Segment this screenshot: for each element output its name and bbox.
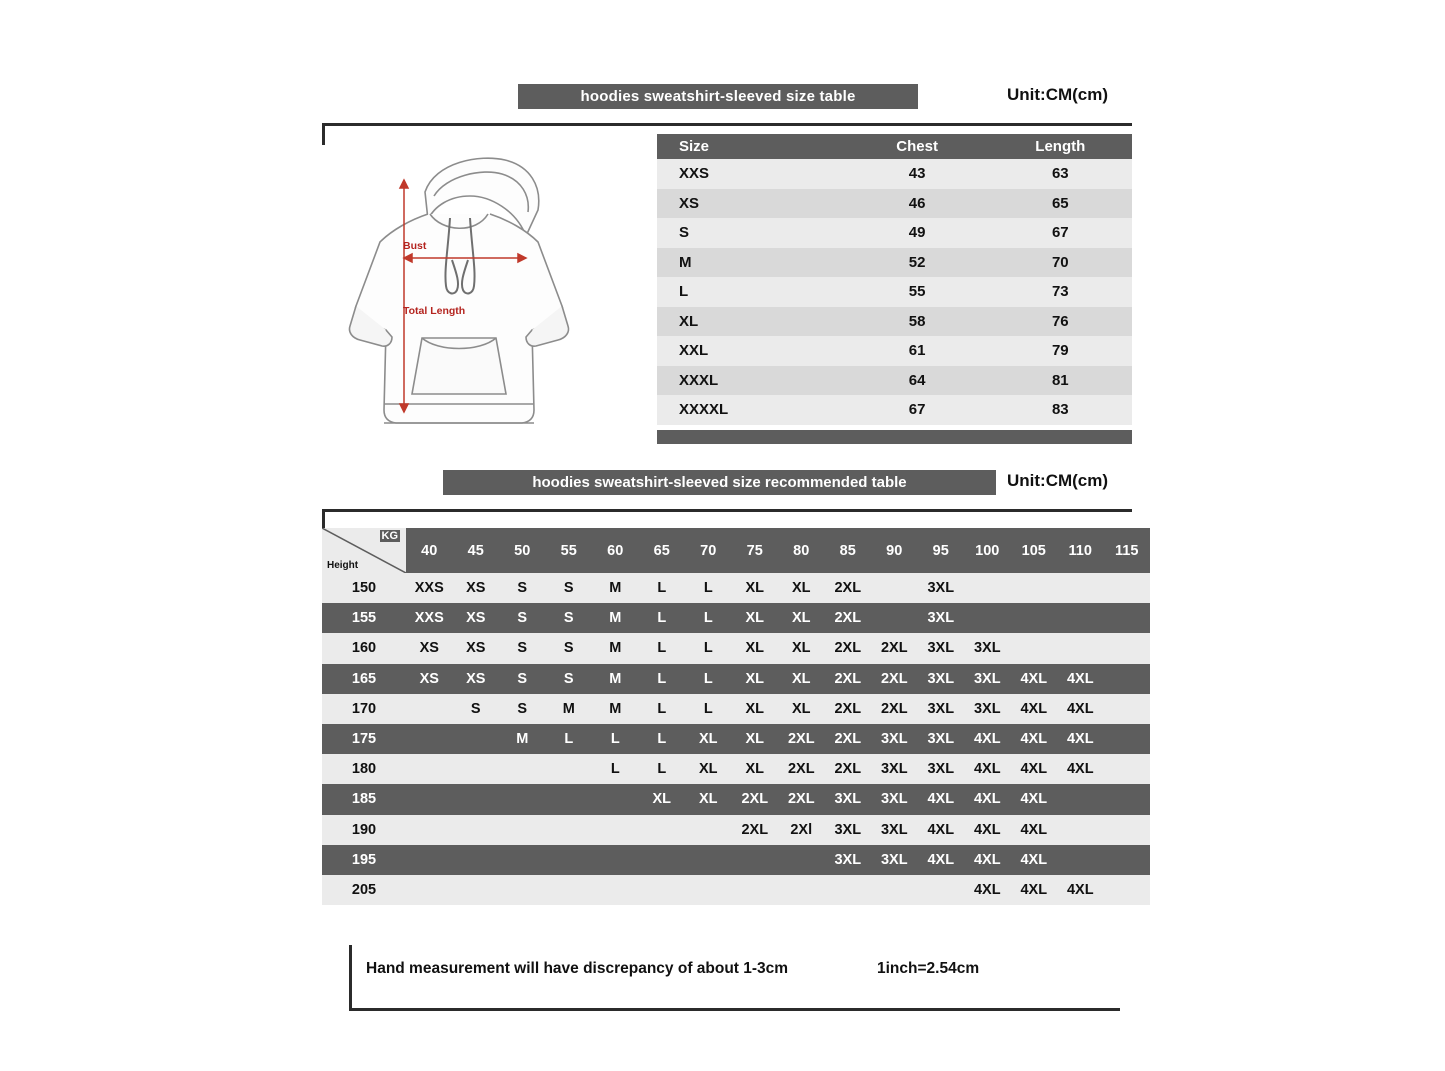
- matrix-cell: 2XL: [871, 694, 918, 724]
- matrix-cell: [685, 875, 732, 905]
- matrix-cell: M: [592, 603, 639, 633]
- matrix-cell: XL: [732, 573, 779, 603]
- matrix-cell: [1057, 845, 1104, 875]
- size-table-footer-bar: [657, 430, 1132, 444]
- matrix-height-header: 205: [322, 875, 406, 905]
- matrix-cell: [1104, 784, 1151, 814]
- matrix-cell: S: [499, 633, 546, 663]
- matrix-cell: 2XL: [825, 633, 872, 663]
- matrix-cell: [499, 815, 546, 845]
- column-header-size: Size: [657, 134, 846, 159]
- matrix-cell: [406, 694, 453, 724]
- matrix-cell: XS: [406, 664, 453, 694]
- matrix-cell: [546, 754, 593, 784]
- matrix-cell: [732, 875, 779, 905]
- matrix-cell: 4XL: [1057, 875, 1104, 905]
- matrix-row: [322, 724, 1150, 754]
- matrix-cell: XS: [406, 633, 453, 663]
- matrix-cell: 3XL: [918, 724, 965, 754]
- recommended-table-unit: Unit:CM(cm): [1007, 471, 1109, 490]
- matrix-cell: L: [639, 694, 686, 724]
- bust-label: Bust: [403, 240, 427, 252]
- matrix-cell: [1104, 694, 1151, 724]
- matrix-cell: 4XL: [964, 784, 1011, 814]
- cell-length: 76: [989, 307, 1132, 337]
- cell-length: 70: [989, 248, 1132, 278]
- matrix-cell: XL: [778, 694, 825, 724]
- matrix-cell: 4XL: [964, 724, 1011, 754]
- matrix-cell: 4XL: [964, 815, 1011, 845]
- matrix-cell: [499, 784, 546, 814]
- cell-chest: 52: [846, 248, 989, 278]
- matrix-cell: [499, 754, 546, 784]
- matrix-cell: M: [592, 664, 639, 694]
- matrix-cell: 2XL: [778, 724, 825, 754]
- total-length-label: Total Length: [403, 305, 466, 317]
- cell-chest: 58: [846, 307, 989, 337]
- matrix-cell: [406, 875, 453, 905]
- matrix-cell: [592, 784, 639, 814]
- matrix-cell: S: [499, 694, 546, 724]
- recommended-table-title: hoodies sweatshirt-sleeved size recommended table: [443, 470, 996, 495]
- matrix-cell: [1104, 875, 1151, 905]
- matrix-cell: [1104, 845, 1151, 875]
- matrix-weight-header: 75: [732, 528, 779, 573]
- cell-length: 67: [989, 218, 1132, 248]
- matrix-cell: S: [546, 633, 593, 663]
- cell-length: 83: [989, 395, 1132, 425]
- matrix-cell: XS: [453, 573, 500, 603]
- matrix-height-header: 155: [322, 603, 406, 633]
- table-row: [657, 395, 1132, 425]
- matrix-height-header: 190: [322, 815, 406, 845]
- size-table-unit: Unit:CM(cm): [1007, 85, 1109, 104]
- matrix-cell: 4XL: [1011, 815, 1058, 845]
- matrix-height-header: 150: [322, 573, 406, 603]
- matrix-cell: XL: [732, 724, 779, 754]
- matrix-cell: XL: [732, 603, 779, 633]
- matrix-cell: S: [546, 664, 593, 694]
- table-row: [657, 248, 1132, 278]
- matrix-cell: 2XL: [825, 724, 872, 754]
- matrix-weight-header: 55: [546, 528, 593, 573]
- matrix-cell: [1057, 784, 1104, 814]
- matrix-cell: XL: [685, 724, 732, 754]
- matrix-weight-header: 100: [964, 528, 1011, 573]
- matrix-cell: 2XL: [825, 573, 872, 603]
- matrix-cell: [453, 815, 500, 845]
- matrix-cell: XL: [732, 694, 779, 724]
- cell-length: 63: [989, 159, 1132, 189]
- matrix-cell: 3XL: [918, 633, 965, 663]
- table-row: [657, 277, 1132, 307]
- matrix-cell: [1104, 573, 1151, 603]
- footer-divider-horizontal: [349, 1008, 1120, 1011]
- matrix-cell: L: [639, 633, 686, 663]
- table-row: [657, 218, 1132, 248]
- matrix-cell: XL: [778, 633, 825, 663]
- matrix-row: [322, 633, 1150, 663]
- table-row: [657, 159, 1132, 189]
- matrix-cell: 4XL: [1011, 754, 1058, 784]
- matrix-weight-header: 110: [1057, 528, 1104, 573]
- matrix-cell: 4XL: [1011, 724, 1058, 754]
- matrix-cell: L: [639, 573, 686, 603]
- matrix-cell: 3XL: [871, 754, 918, 784]
- matrix-cell: [453, 754, 500, 784]
- cell-length: 65: [989, 189, 1132, 219]
- matrix-height-header: 195: [322, 845, 406, 875]
- matrix-cell: M: [546, 694, 593, 724]
- matrix-weight-header: 40: [406, 528, 453, 573]
- matrix-cell: 2XL: [778, 754, 825, 784]
- table-row: [657, 336, 1132, 366]
- matrix-cell: [685, 815, 732, 845]
- matrix-cell: M: [592, 573, 639, 603]
- matrix-weight-header: 115: [1104, 528, 1151, 573]
- matrix-cell: [1057, 603, 1104, 633]
- matrix-cell: [639, 875, 686, 905]
- matrix-cell: 3XL: [918, 603, 965, 633]
- matrix-height-header: 170: [322, 694, 406, 724]
- matrix-cell: 3XL: [918, 694, 965, 724]
- divider-top-cap: [322, 123, 325, 145]
- matrix-cell: 2XL: [871, 664, 918, 694]
- cell-length: 81: [989, 366, 1132, 396]
- matrix-cell: XS: [453, 664, 500, 694]
- matrix-cell: 2XL: [778, 784, 825, 814]
- matrix-cell: [406, 815, 453, 845]
- matrix-weight-header: 45: [453, 528, 500, 573]
- matrix-row: [322, 664, 1150, 694]
- conversion-note: 1inch=2.54cm: [877, 960, 980, 977]
- matrix-cell: L: [592, 754, 639, 784]
- matrix-cell: S: [546, 603, 593, 633]
- matrix-cell: [499, 845, 546, 875]
- matrix-cell: 4XL: [1057, 664, 1104, 694]
- matrix-row: [322, 875, 1150, 905]
- matrix-row: [322, 603, 1150, 633]
- matrix-cell: 4XL: [1011, 845, 1058, 875]
- matrix-weight-header: 65: [639, 528, 686, 573]
- matrix-cell: [639, 815, 686, 845]
- matrix-cell: S: [499, 664, 546, 694]
- matrix-cell: XL: [685, 754, 732, 784]
- cell-size: M: [657, 248, 846, 278]
- matrix-cell: [1104, 754, 1151, 784]
- matrix-cell: [685, 845, 732, 875]
- matrix-cell: L: [685, 633, 732, 663]
- column-header-length: Length: [989, 134, 1132, 159]
- cell-size: L: [657, 277, 846, 307]
- cell-size: XXXL: [657, 366, 846, 396]
- matrix-cell: 4XL: [1057, 754, 1104, 784]
- matrix-weight-header: 105: [1011, 528, 1058, 573]
- matrix-cell: 3XL: [964, 694, 1011, 724]
- table-row: [657, 307, 1132, 337]
- cell-size: XXXXL: [657, 395, 846, 425]
- matrix-cell: 2XL: [825, 694, 872, 724]
- matrix-cell: [732, 845, 779, 875]
- matrix-cell: [592, 845, 639, 875]
- matrix-cell: M: [592, 694, 639, 724]
- matrix-cell: 3XL: [918, 754, 965, 784]
- matrix-weight-header: 95: [918, 528, 965, 573]
- matrix-cell: XS: [453, 603, 500, 633]
- matrix-cell: [1104, 633, 1151, 663]
- matrix-cell: S: [546, 573, 593, 603]
- matrix-height-axis-label: Height: [327, 560, 359, 571]
- cell-size: XL: [657, 307, 846, 337]
- matrix-cell: [918, 875, 965, 905]
- matrix-cell: XXS: [406, 603, 453, 633]
- matrix-weight-header: 60: [592, 528, 639, 573]
- cell-size: S: [657, 218, 846, 248]
- matrix-cell: L: [639, 754, 686, 784]
- matrix-cell: M: [592, 633, 639, 663]
- cell-length: 73: [989, 277, 1132, 307]
- column-header-chest: Chest: [846, 134, 989, 159]
- cell-chest: 49: [846, 218, 989, 248]
- matrix-cell: 4XL: [1011, 875, 1058, 905]
- matrix-cell: 3XL: [871, 784, 918, 814]
- matrix-cell: [964, 573, 1011, 603]
- matrix-cell: [546, 784, 593, 814]
- hoodie-illustration: [330, 140, 630, 445]
- matrix-cell: 3XL: [964, 633, 1011, 663]
- matrix-cell: [778, 845, 825, 875]
- matrix-cell: [1057, 573, 1104, 603]
- matrix-cell: L: [639, 664, 686, 694]
- size-table-title: hoodies sweatshirt-sleeved size table: [518, 84, 918, 109]
- matrix-row: [322, 845, 1150, 875]
- matrix-cell: [592, 815, 639, 845]
- matrix-height-header: 180: [322, 754, 406, 784]
- matrix-cell: L: [639, 603, 686, 633]
- matrix-cell: [778, 875, 825, 905]
- cell-size: XXS: [657, 159, 846, 189]
- matrix-cell: S: [499, 603, 546, 633]
- matrix-cell: L: [685, 694, 732, 724]
- matrix-cell: L: [685, 573, 732, 603]
- measurement-note: Hand measurement will have discrepancy of about 1-3cm: [366, 960, 789, 977]
- matrix-cell: L: [592, 724, 639, 754]
- matrix-cell: 4XL: [918, 784, 965, 814]
- matrix-cell: M: [499, 724, 546, 754]
- matrix-weight-header: 85: [825, 528, 872, 573]
- matrix-row: [322, 815, 1150, 845]
- table-row: [657, 366, 1132, 396]
- matrix-cell: 3XL: [871, 845, 918, 875]
- matrix-cell: 4XL: [1011, 784, 1058, 814]
- matrix-cell: 2XL: [825, 754, 872, 784]
- cell-size: XS: [657, 189, 846, 219]
- matrix-cell: 4XL: [918, 815, 965, 845]
- matrix-cell: 3XL: [871, 815, 918, 845]
- matrix-cell: XS: [453, 633, 500, 663]
- matrix-cell: 2XL: [732, 784, 779, 814]
- matrix-cell: [1104, 603, 1151, 633]
- matrix-cell: [592, 875, 639, 905]
- matrix-cell: [871, 875, 918, 905]
- matrix-cell: [871, 573, 918, 603]
- matrix-cell: XL: [639, 784, 686, 814]
- cell-length: 79: [989, 336, 1132, 366]
- matrix-cell: XL: [778, 573, 825, 603]
- matrix-cell: [546, 875, 593, 905]
- matrix-cell: S: [453, 694, 500, 724]
- matrix-cell: 3XL: [871, 724, 918, 754]
- cell-chest: 61: [846, 336, 989, 366]
- matrix-weight-header: 80: [778, 528, 825, 573]
- matrix-cell: [406, 724, 453, 754]
- divider-top: [322, 123, 1132, 126]
- matrix-cell: XL: [732, 754, 779, 784]
- matrix-cell: [453, 784, 500, 814]
- matrix-cell: 4XL: [964, 754, 1011, 784]
- matrix-cell: [406, 784, 453, 814]
- matrix-cell: [964, 603, 1011, 633]
- footer-divider-vertical: [349, 945, 352, 1011]
- table-header-row: [657, 134, 1132, 159]
- matrix-cell: 3XL: [825, 784, 872, 814]
- matrix-height-header: 185: [322, 784, 406, 814]
- matrix-cell: [453, 724, 500, 754]
- matrix-weight-header: 70: [685, 528, 732, 573]
- table-row: [657, 189, 1132, 219]
- matrix-cell: XL: [732, 633, 779, 663]
- matrix-cell: [1011, 603, 1058, 633]
- matrix-cell: 4XL: [1011, 664, 1058, 694]
- matrix-cell: [871, 603, 918, 633]
- matrix-cell: XL: [732, 664, 779, 694]
- matrix-cell: XXS: [406, 573, 453, 603]
- matrix-cell: [1011, 633, 1058, 663]
- matrix-cell: L: [685, 664, 732, 694]
- matrix-cell: [1011, 573, 1058, 603]
- matrix-cell: [1104, 815, 1151, 845]
- matrix-cell: XL: [778, 664, 825, 694]
- matrix-row: [322, 784, 1150, 814]
- matrix-cell: 3XL: [918, 573, 965, 603]
- matrix-cell: S: [499, 573, 546, 603]
- matrix-cell: 4XL: [964, 875, 1011, 905]
- matrix-height-header: 175: [322, 724, 406, 754]
- matrix-cell: L: [546, 724, 593, 754]
- cell-chest: 46: [846, 189, 989, 219]
- size-measurement-table: [657, 134, 1132, 425]
- matrix-weight-header: 50: [499, 528, 546, 573]
- matrix-row: [322, 573, 1150, 603]
- matrix-corner-cell: [322, 528, 406, 573]
- matrix-cell: 4XL: [1011, 694, 1058, 724]
- matrix-cell: [406, 754, 453, 784]
- matrix-cell: 4XL: [964, 845, 1011, 875]
- cell-size: XXL: [657, 336, 846, 366]
- matrix-cell: 2XL: [825, 603, 872, 633]
- matrix-height-header: 160: [322, 633, 406, 663]
- matrix-row: [322, 754, 1150, 784]
- matrix-cell: [546, 845, 593, 875]
- cell-chest: 64: [846, 366, 989, 396]
- divider-mid: [322, 509, 1132, 512]
- matrix-cell: [639, 845, 686, 875]
- matrix-header-row: [322, 528, 1150, 573]
- matrix-cell: [499, 875, 546, 905]
- matrix-cell: [1057, 815, 1104, 845]
- cell-chest: 55: [846, 277, 989, 307]
- matrix-cell: 4XL: [1057, 694, 1104, 724]
- matrix-cell: 3XL: [918, 664, 965, 694]
- matrix-cell: [1104, 664, 1151, 694]
- cell-chest: 43: [846, 159, 989, 189]
- matrix-cell: 3XL: [825, 815, 872, 845]
- matrix-cell: 2XL: [732, 815, 779, 845]
- matrix-weight-axis-label: KG: [381, 530, 398, 542]
- cell-chest: 67: [846, 395, 989, 425]
- matrix-cell: 4XL: [918, 845, 965, 875]
- matrix-weight-header: 90: [871, 528, 918, 573]
- matrix-cell: 2XL: [871, 633, 918, 663]
- matrix-cell: [453, 845, 500, 875]
- matrix-cell: [406, 845, 453, 875]
- matrix-cell: 4XL: [1057, 724, 1104, 754]
- matrix-cell: L: [639, 724, 686, 754]
- matrix-row: [322, 694, 1150, 724]
- matrix-cell: XL: [685, 784, 732, 814]
- matrix-cell: [546, 815, 593, 845]
- matrix-cell: [1104, 724, 1151, 754]
- matrix-cell: 3XL: [964, 664, 1011, 694]
- matrix-height-header: 165: [322, 664, 406, 694]
- matrix-cell: [1057, 633, 1104, 663]
- matrix-cell: L: [685, 603, 732, 633]
- matrix-cell: [825, 875, 872, 905]
- matrix-cell: 2XL: [825, 664, 872, 694]
- matrix-cell: XL: [778, 603, 825, 633]
- matrix-cell: [453, 875, 500, 905]
- height-weight-matrix: [322, 528, 1150, 905]
- matrix-cell: 3XL: [825, 845, 872, 875]
- matrix-cell: 2Xl: [778, 815, 825, 845]
